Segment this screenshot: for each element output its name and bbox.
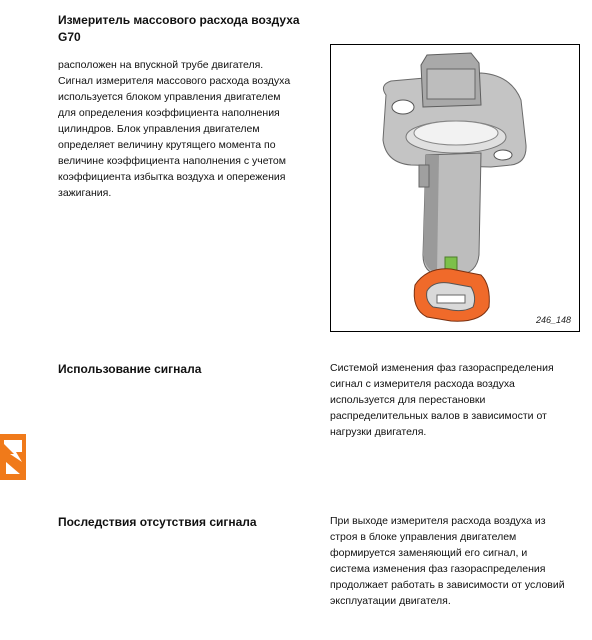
- intro-paragraph: расположен на впускной трубе двигателя. Сигнал измерителя массового расхода воздуха используется блоком управления двигателем для определения коэффициента наполнения цилиндров. Блок управления двигателем определяет величину крутящего момента по величине коэффициента наполнения с учетом коэффициента избытка воздуха и опережения зажигания.: [58, 59, 291, 199]
- page-title: Измеритель массового расхода воздуха G70: [58, 13, 300, 44]
- sensor-illustration: [330, 44, 580, 332]
- figure-caption: 246_148: [535, 315, 571, 325]
- usage-section-text: Системой изменения фаз газораспределения сигнал с измерителя расхода воздуха используется для перестановки распределительных валов в зависимости от нагрузки двигателя.: [330, 362, 554, 438]
- usage-section-heading: Использование сигнала: [58, 362, 202, 376]
- failure-section-text: При выходе измерителя расхода воздуха из строя в блоке управления двигателем формируется заменяющий его сигнал, и система изменения фаз газораспределения продолжает работать в зависимости от условий эксплуатации двигателя.: [330, 515, 565, 607]
- fault-warning-icon: [0, 432, 30, 482]
- failure-section-heading: Последствия отсутствия сигнала: [58, 515, 257, 529]
- air-mass-meter-drawing: [331, 45, 579, 331]
